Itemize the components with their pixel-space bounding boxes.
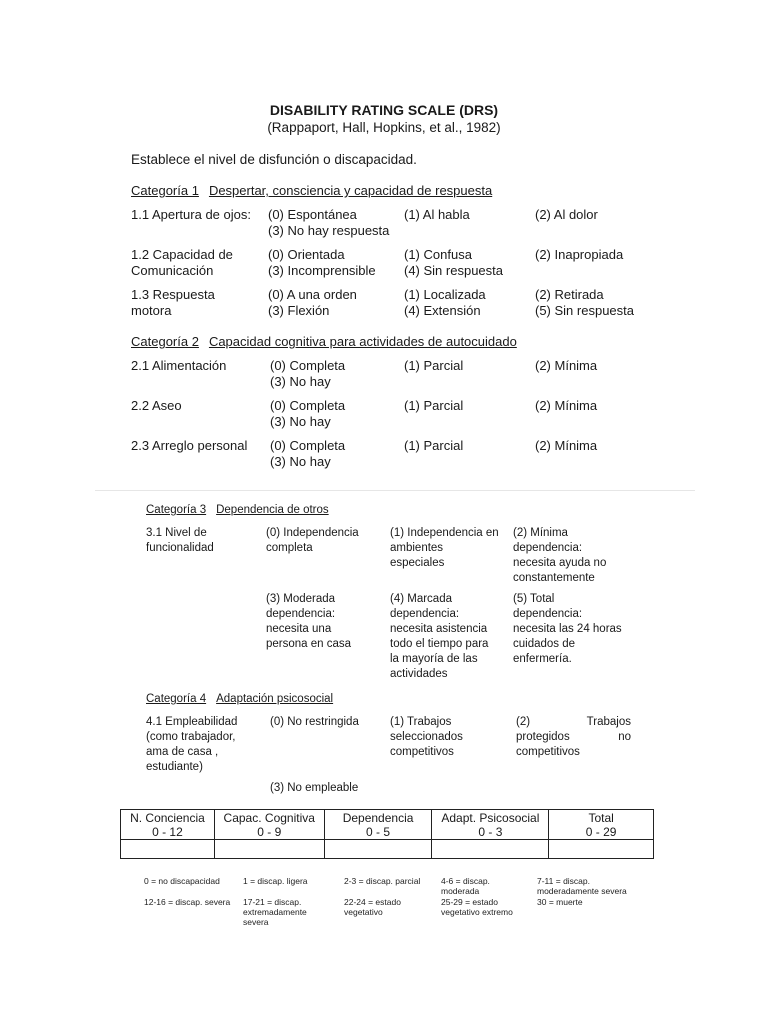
item-1-1-label: 1.1 Apertura de ojos:: [131, 207, 251, 222]
item-1-2-label: 1.2 Capacidad de Comunicación: [131, 247, 233, 278]
item-4-1-label: 4.1 Empleabilidad (como trabajador, ama de casa , estudiante): [146, 716, 238, 773]
legend-item: 0 = no discapacidad: [144, 876, 220, 886]
page-divider: [95, 490, 695, 491]
score-header-conciencia: N. Conciencia 0 - 12: [121, 810, 215, 840]
category-4-number: Categoría 4: [146, 693, 207, 705]
item-1-2-option-a: (0) Orientada (3) Incomprensible: [268, 247, 376, 278]
item-1-3-option-a: (0) A una orden (3) Flexión: [268, 287, 357, 318]
item-2-3-option-b: (1) Parcial: [404, 438, 464, 453]
score-header-dependencia: Dependencia 0 - 5: [324, 810, 432, 840]
item-2-3-label: 2.3 Arreglo personal: [131, 438, 248, 453]
category-3-number: Categoría 3: [146, 504, 207, 516]
item-4-1-option-1: (1) Trabajos seleccionados competitivos: [390, 716, 463, 758]
item-2-1-label: 2.1 Alimentación: [131, 358, 227, 373]
score-header-total: Total 0 - 29: [549, 810, 654, 840]
score-table-header-row: [121, 810, 654, 840]
item-1-1-option-a: (0) Espontánea (3) No hay respuesta: [268, 207, 390, 238]
legend-item: 2-3 = discap. parcial: [344, 876, 421, 886]
category-1-heading: [131, 183, 502, 198]
legend-item: 22-24 = estado vegetativo: [344, 897, 401, 917]
item-2-2-option-b: (1) Parcial: [404, 398, 464, 413]
intro-text: Establece el nivel de disfunción o discapacidad.: [131, 152, 417, 167]
score-cell-cognitiva[interactable]: [214, 840, 324, 859]
item-1-3-option-c: (2) Retirada (5) Sin respuesta: [535, 287, 634, 318]
item-4-1-option-2-line-1: (2) Trabajos: [516, 716, 631, 728]
item-3-1-option-4: (4) Marcada dependencia: necesita asistencia todo el tiempo para la mayoría de las actividades: [390, 593, 489, 680]
score-cell-psicosocial[interactable]: [432, 840, 549, 859]
category-2-heading: [131, 334, 527, 349]
item-1-1-option-c: (2) Al dolor: [535, 207, 598, 222]
item-1-3-option-b: (1) Localizada (4) Extensión: [404, 287, 486, 318]
legend-item: 17-21 = discap. extremadamente severa: [243, 897, 307, 927]
item-2-3-option-a: (0) Completa (3) No hay: [270, 438, 346, 469]
score-cell-conciencia[interactable]: [121, 840, 215, 859]
legend-item: 4-6 = discap. moderada: [441, 876, 490, 896]
item-3-1-label: 3.1 Nivel de funcionalidad: [146, 527, 214, 554]
category-4-name: Adaptación psicosocial: [216, 693, 334, 705]
item-3-1-option-0: (0) Independencia completa: [266, 527, 359, 554]
item-1-3-label: 1.3 Respuesta motora: [131, 287, 215, 318]
category-1-number: Categoría 1: [131, 183, 199, 198]
item-2-2-label: 2.2 Aseo: [131, 398, 182, 413]
item-2-2-option-c: (2) Mínima: [535, 398, 598, 413]
item-2-2-option-a: (0) Completa (3) No hay: [270, 398, 346, 429]
item-1-2-option-c: (2) Inapropiada: [535, 247, 624, 262]
item-1-2-option-b: (1) Confusa (4) Sin respuesta: [404, 247, 503, 278]
category-3-heading: [146, 504, 339, 516]
item-3-1-option-1: (1) Independencia en ambientes especiales: [390, 527, 499, 569]
score-cell-dependencia[interactable]: [324, 840, 432, 859]
legend-item: 1 = discap. ligera: [243, 876, 308, 886]
page-title: DISABILITY RATING SCALE (DRS): [269, 102, 499, 118]
legend-item: 25-29 = estado vegetativo extremo: [441, 897, 513, 917]
item-3-1-option-5: (5) Total dependencia: necesita las 24 horas cuidados de enfermería.: [513, 593, 622, 665]
item-2-1-option-b: (1) Parcial: [404, 358, 464, 373]
item-2-3-option-c: (2) Mínima: [535, 438, 598, 453]
item-1-1-option-b: (1) Al habla: [404, 207, 470, 222]
item-3-1-option-2: (2) Mínima dependencia: necesita ayuda no constantemente: [513, 527, 607, 584]
item-4-1-option-2-line-3: competitivos: [516, 746, 580, 758]
item-2-1-option-a: (0) Completa (3) No hay: [270, 358, 346, 389]
score-table: [120, 809, 654, 859]
legend-item: 12-16 = discap. severa: [144, 897, 231, 907]
item-2-1-option-c: (2) Mínima: [535, 358, 598, 373]
legend-item: 30 = muerte: [537, 897, 583, 907]
page-subtitle: (Rappaport, Hall, Hopkins, et al., 1982): [267, 120, 501, 135]
category-1-name: Despertar, consciencia y capacidad de respuesta: [208, 183, 493, 198]
score-table-value-row: [121, 840, 654, 859]
item-4-1-option-3: (3) No empleable: [270, 782, 359, 794]
item-3-1-option-3: (3) Moderada dependencia: necesita una persona en casa: [266, 593, 352, 650]
category-2-name: Capacidad cognitiva para actividades de autocuidado: [208, 334, 517, 349]
category-4-heading: [146, 693, 343, 705]
score-header-psicosocial: Adapt. Psicosocial 0 - 3: [432, 810, 549, 840]
category-3-name: Dependencia de otros: [216, 504, 329, 516]
legend-item: 7-11 = discap. moderadamente severa: [537, 876, 627, 896]
item-4-1-option-2-line-2: protegidos no: [516, 731, 631, 743]
score-header-cognitiva: Capac. Cognitiva 0 - 9: [214, 810, 324, 840]
item-4-1-option-0: (0) No restringida: [270, 716, 359, 728]
category-2-number: Categoría 2: [131, 334, 199, 349]
score-cell-total[interactable]: [549, 840, 654, 859]
